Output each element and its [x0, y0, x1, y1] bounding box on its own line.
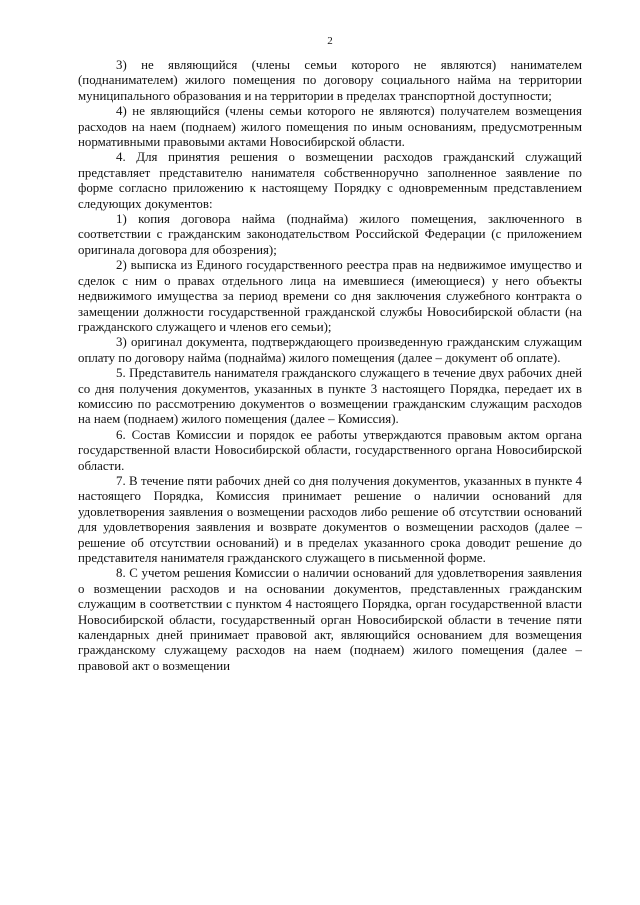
paragraph-doc-2: 2) выписка из Единого государственного реестра прав на недвижимое имущество и сделок с ним о правах отдельного лица на имевшиеся (имеющиеся) у него объекты недвижимого имущества за период времени со дня заключения служебного контракта о замещении должности государственной гражданской службы Новосибирской области (на гражданского служащего и членов его семьи);	[78, 258, 582, 334]
paragraph-doc-1: 1) копия договора найма (поднайма) жилого помещения, заключенного в соответствии с гражданским законодательством Российской Федерации (с приложением оригинала договора для обозрения);	[78, 212, 582, 257]
paragraph-clause-7: 7. В течение пяти рабочих дней со дня получения документов, указанных в пункте 4 настоящего Порядка, Комиссия принимает решение о наличии оснований для удовлетворения заявления о возмещении расходов либо решение об отсутствии оснований для удовлетворения заявления и возврате документов о возмещении расходов (далее – решение об отсутствии оснований) и в пределах указанного срока доводит решение до представителя нанимателя гражданского служащего в письменной форме.	[78, 473, 582, 565]
paragraph-clause-4: 4. Для принятия решения о возмещении расходов гражданский служащий представляет представителю нанимателя собственноручно заполненное заявление по форме согласно приложению к настоящему Порядку с одновременным представлением следующих документов:	[78, 150, 582, 211]
paragraph-item-4: 4) не являющийся (члены семьи которого не являются) получателем возмещения расходов на наем (поднаем) жилого помещения по иным основаниям, предусмотренным нормативными правовыми актами Новосибирской области.	[78, 104, 582, 150]
paragraph-clause-8: 8. С учетом решения Комиссии о наличии оснований для удовлетворения заявления о возмещении расходов и на основании документов, представленных гражданским служащим в соответствии с пунктом 4 настоящего Порядка, орган государственной власти Новосибирской области, государственный орган Новосибирской области в течение пяти календарных дней принимает правовой акт, являющийся основанием для возмещения гражданскому служащему расходов на наем (поднаем) жилого помещения (далее – правовой акт о возмещении	[78, 566, 582, 673]
paragraph-doc-3: 3) оригинал документа, подтверждающего произведенную гражданским служащим оплату по договору найма (поднайма) жилого помещения (далее – документ об оплате).	[78, 335, 582, 365]
paragraph-item-3: 3) не являющийся (члены семьи которого не являются) нанимателем (поднанимателем) жилого помещения по договору социального найма на территории муниципального образования и на территории в пределах транспортной доступности;	[78, 58, 582, 103]
paragraph-clause-6: 6. Состав Комиссии и порядок ее работы утверждаются правовым актом органа государственной власти Новосибирской области, государственного органа Новосибирской области.	[78, 427, 582, 473]
paragraph-clause-5: 5. Представитель нанимателя гражданского служащего в течение двух рабочих дней со дня получения документов, указанных в пункте 3 настоящего Порядка, передает их в комиссию по рассмотрению документов о возмещении гражданским служащим расходов на наем (поднаем) жилого помещения (далее – Комиссия).	[78, 366, 582, 427]
page-number: 2	[327, 35, 333, 47]
